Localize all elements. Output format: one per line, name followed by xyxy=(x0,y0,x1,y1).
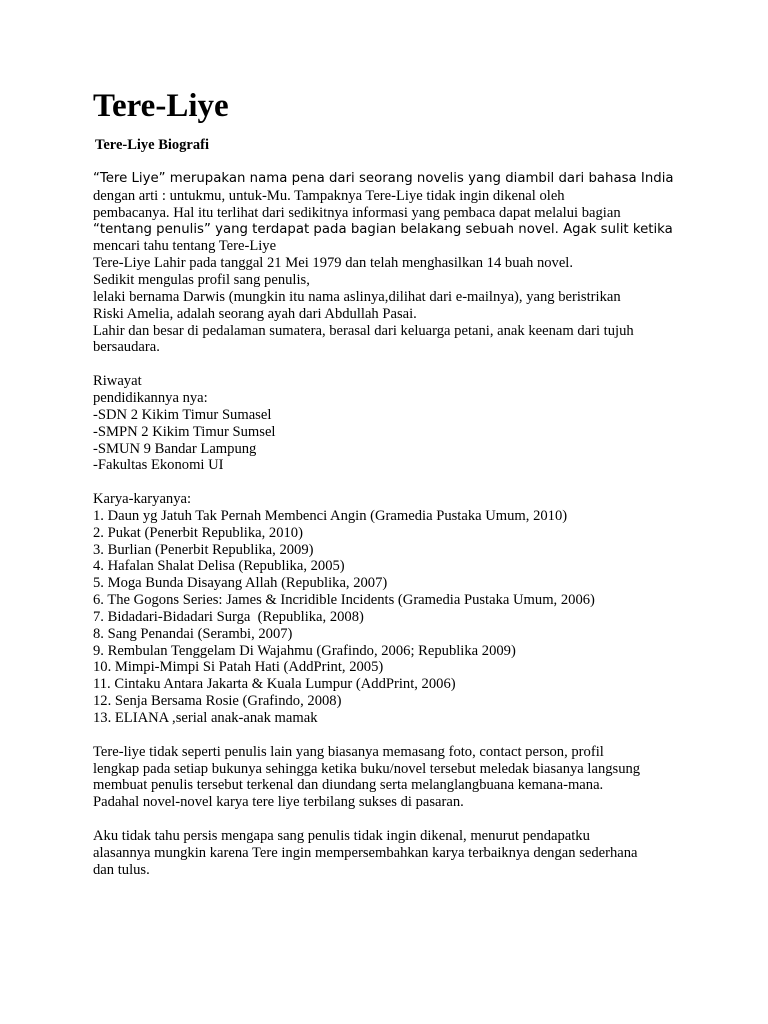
text-line: pembacanya. Hal itu terlihat dari sedikitnya informasi yang pembaca dapat melalui bagian xyxy=(93,204,621,221)
paragraph-gap xyxy=(93,474,693,491)
list-item: 5. Moga Bunda Disayang Allah (Republika, 2007) xyxy=(93,575,388,592)
paragraph-gap xyxy=(93,356,693,373)
text-line: lelaki bernama Darwis (mungkin itu nama aslinya,dilihat dari e-mailnya), yang beristrikan xyxy=(93,288,621,305)
text-line: Karya-karyanya: xyxy=(93,491,192,508)
text-line: membuat penulis tersebut terkenal dan diundang serta melanglangbuana kemana-mana. xyxy=(93,777,604,794)
text-line: alasannya mungkin karena Tere ingin mempersembahkan karya terbaiknya dengan sederhana xyxy=(93,844,638,861)
list-item: 1. Daun yg Jatuh Tak Pernah Membenci Angin (Gramedia Pustaka Umum, 2010) xyxy=(93,507,568,524)
list-item: -Fakultas Ekonomi UI xyxy=(93,457,224,474)
text-line: bersaudara. xyxy=(93,339,160,356)
list-item: 13. ELIANA ,serial anak-anak mamak xyxy=(93,710,318,726)
list-item: -SMPN 2 Kikim Timur Sumsel xyxy=(93,423,276,440)
list-item: 8. Sang Penandai (Serambi, 2007) xyxy=(93,625,293,642)
photo-paragraph xyxy=(93,744,693,811)
education-section xyxy=(93,373,693,474)
list-item: 3. Burlian (Penerbit Republika, 2009) xyxy=(93,541,314,558)
paragraph-gap xyxy=(93,811,693,828)
text-line: “Tere Liye” merupakan nama pena dari seorang novelis yang diambil dari bahasa India xyxy=(93,171,674,186)
text-line: Lahir dan besar di pedalaman sumatera, berasal dari keluarga petani, anak keenam dari tujuh xyxy=(93,322,634,339)
text-line: Tere-liye tidak seperti penulis lain yang biasanya memasang foto, contact person, profil xyxy=(93,743,604,760)
text-line: Padahal novel-novel karya tere liye terbilang sukses di pasaran. xyxy=(93,794,464,811)
text-line: “tentang penulis” yang terdapat pada bagian belakang sebuah novel. Agak sulit ketika xyxy=(93,221,673,237)
text-line: Sedikit mengulas profil sang penulis, xyxy=(93,272,310,289)
list-item: -SDN 2 Kikim Timur Sumasel xyxy=(93,406,272,423)
text-line: mencari tahu tentang Tere-Liye xyxy=(93,238,277,255)
text-line: Tere-Liye Lahir pada tanggal 21 Mei 1979 dan telah menghasilkan 14 buah novel. xyxy=(93,255,574,272)
list-item: 7. Bidadari-Bidadari Surga (Republika, 2008) xyxy=(93,608,364,625)
document-title: Tere-Liye xyxy=(93,88,229,124)
list-item: 6. The Gogons Series: James & Incridible Incidents (Gramedia Pustaka Umum, 2006) xyxy=(93,592,595,609)
reason-paragraph xyxy=(93,828,693,879)
intro-paragraph xyxy=(93,171,693,356)
list-item: 4. Hafalan Shalat Delisa (Republika, 2005) xyxy=(93,558,345,575)
paragraph-gap xyxy=(93,727,693,744)
text-line: dengan arti : untukmu, untuk-Mu. Tampaknya Tere-Liye tidak ingin dikenal oleh xyxy=(93,187,565,204)
works-section xyxy=(93,491,693,727)
text-line: pendidikannya nya: xyxy=(93,389,208,406)
list-item: 9. Rembulan Tenggelam Di Wajahmu (Grafindo, 2006; Republika 2009) xyxy=(93,642,516,659)
text-line: dan tulus. xyxy=(93,861,150,878)
document-subtitle: Tere-Liye Biografi xyxy=(95,137,209,153)
list-item: 10. Mimpi-Mimpi Si Patah Hati (AddPrint, 2005) xyxy=(93,659,384,676)
list-item: 12. Senja Bersama Rosie (Grafindo, 2008) xyxy=(93,693,342,710)
text-line: Riski Amelia, adalah seorang ayah dari Abdullah Pasai. xyxy=(93,305,417,322)
text-line: Riwayat xyxy=(93,373,142,390)
text-line: lengkap pada setiap bukunya sehingga ketika buku/novel tersebut meledak biasanya langsung xyxy=(93,760,641,777)
list-item: 2. Pukat (Penerbit Republika, 2010) xyxy=(93,524,303,541)
list-item: 11. Cintaku Antara Jakarta & Kuala Lumpur (AddPrint, 2006) xyxy=(93,676,456,693)
text-line: Aku tidak tahu persis mengapa sang penulis tidak ingin dikenal, menurut pendapatku xyxy=(93,827,590,844)
list-item: -SMUN 9 Bandar Lampung xyxy=(93,440,257,457)
document-body xyxy=(93,171,693,878)
